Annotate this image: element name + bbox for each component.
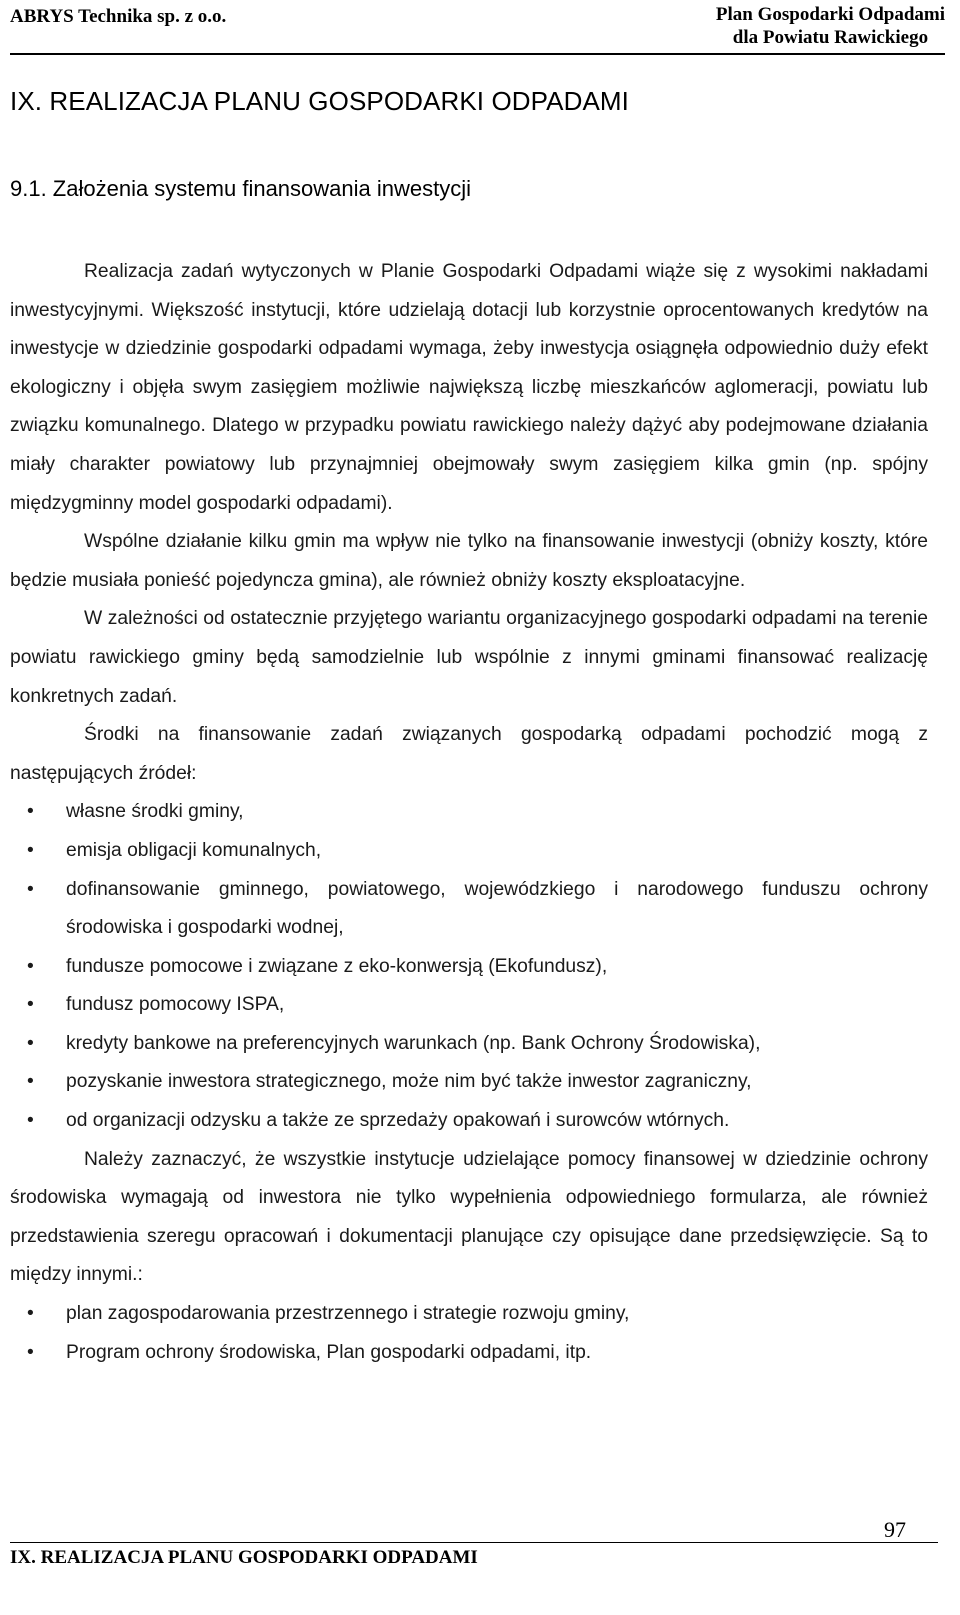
list-item: • własne środki gminy, [10, 793, 928, 832]
paragraph-funding-sources-intro: Środki na finansowanie zadań związanych gospodarką odpadami pochodzić mogą z następujących źródeł: [10, 724, 928, 784]
required-documents-list [10, 1295, 928, 1372]
funding-sources-list [10, 793, 928, 1140]
company-name: ABRYS Technika sp. z o.o. [10, 6, 227, 27]
list-item: • fundusz pomocowy ISPA, [10, 986, 928, 1025]
list-item: • kredyty bankowe na preferencyjnych warunkach (np. Bank Ochrony Środowiska), [10, 1025, 928, 1064]
bullet-icon: • [27, 1032, 34, 1054]
document-title-line-1: Plan Gospodarki Odpadami [715, 4, 945, 25]
list-item: • dofinansowanie gminnego, powiatowego, wojewódzkiego i narodowego funduszu ochrony środowiska i gospodarki wodnej, [10, 871, 928, 948]
bullet-icon: • [27, 878, 34, 900]
paragraph-joint-action: Wspólne działanie kilku gmin ma wpływ nie tylko na finansowanie inwestycji (obniży koszty, które będzie musiała ponieść pojedyncza gmina), ale również obniży koszty eksploatacyjne. [10, 531, 928, 591]
chapter-title: IX. REALIZACJA PLANU GOSPODARKI ODPADAMI [10, 86, 629, 116]
section-title: 9.1. Założenia systemu finansowania inwestycji [10, 176, 472, 201]
bullet-icon: • [27, 1071, 34, 1093]
list-item: • emisja obligacji komunalnych, [10, 832, 928, 871]
list-item: • plan zagospodarowania przestrzennego i strategie rozwoju gminy, [10, 1295, 928, 1334]
bullet-icon: • [27, 801, 34, 823]
header-divider [10, 53, 945, 55]
page-number: 97 [884, 1517, 906, 1542]
bullet-icon: • [27, 1110, 34, 1132]
bullet-icon: • [27, 839, 34, 861]
body-content [10, 253, 928, 1372]
bullet-icon: • [27, 1303, 34, 1325]
list-item: • pozyskanie inwestora strategicznego, może nim być także inwestor zagraniczny, [10, 1063, 928, 1102]
document-title [716, 3, 945, 49]
bullet-icon: • [27, 955, 34, 977]
document-title-line-2: dla Powiatu Rawickiego [732, 27, 929, 48]
page-header [10, 0, 945, 52]
footer-divider [10, 1542, 938, 1543]
paragraph-required-documents: Należy zaznaczyć, że wszystkie instytucje udzielające pomocy finansowej w dziedzinie ochrony środowiska wymagają od inwestora nie tylko wypełnienia odpowiedniego formularza, ale również przedstawienia szeregu opracowań i dokumentacji planujące czy opisujące dane przedsięwzięcie. Są to między innymi.: [10, 1148, 928, 1286]
list-item: • od organizacji odzysku a także ze sprzedaży opakowań i surowców wtórnych. [10, 1102, 928, 1141]
paragraph-organizational-variant: W zależności od ostatecznie przyjętego wariantu organizacyjnego gospodarki odpadami na terenie powiatu rawickiego gminy będą samodzielnie lub wspólnie z innymi gminami finansować realizację konkretnych zadań. [10, 608, 928, 707]
bullet-icon: • [27, 994, 34, 1016]
list-item: • fundusze pomocowe i związane z eko-konwersją (Ekofundusz), [10, 948, 928, 987]
list-item: • Program ochrony środowiska, Plan gospodarki odpadami, itp. [10, 1334, 928, 1373]
paragraph-intro: Realizacja zadań wytyczonych w Planie Gospodarki Odpadami wiąże się z wysokimi nakładami inwestycyjnymi. Większość instytucji, które udzielają dotacji lub korzystnie oprocentowanych kredytów na inwestycje w dziedzinie gospodarki odpadami wymaga, żeby inwestycja osiągnęła odpowiednio duży efekt ekologiczny i objęła swym zasięgiem możliwie największą liczbę mieszkańców aglomeracji, powiatu lub związku komunalnego. Dlatego w przypadku powiatu rawickiego należy dążyć aby podejmowane działania miały charakter powiatowy lub przynajmniej obejmowały swym zasięgiem kilka gmin (np. spójny międzygminny model gospodarki odpadami). [10, 261, 928, 514]
bullet-icon: • [27, 1341, 34, 1363]
page-footer: IX. REALIZACJA PLANU GOSPODARKI ODPADAMI [10, 1547, 478, 1568]
